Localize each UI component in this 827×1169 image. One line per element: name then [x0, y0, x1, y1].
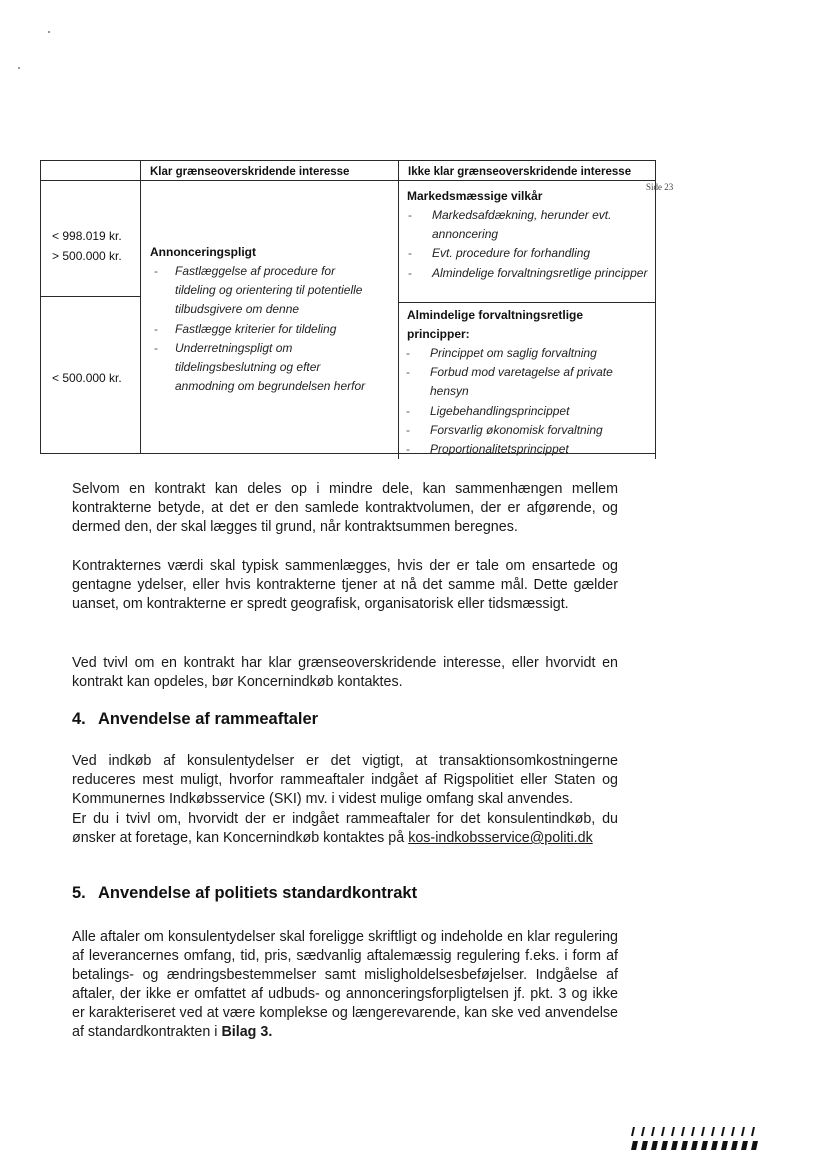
scan-mark	[681, 1127, 685, 1136]
scan-mark	[641, 1141, 648, 1150]
announce-item: - Fastlæggelse af procedure for tildeling og orientering til potentielle tilbudsgivere om denne	[148, 262, 376, 320]
paragraph-contract-value: Kontrakternes værdi skal typisk sammenlægges, hvis der er tale om ensartede og gentagne ydelser, eller hvis kontrakterne tjener at nå det samme mål. Dette gælder uanset, om kontrakterne er spredt geografisk, organisatorisk eller tidsmæssigt.	[72, 558, 618, 612]
announce-title: Annonceringspligt	[150, 245, 256, 259]
scan-mark	[701, 1127, 705, 1136]
page-number: Side 23	[646, 182, 674, 192]
scan-mark	[671, 1141, 678, 1150]
market-item: - Evt. procedure for forhandling	[402, 244, 650, 263]
heading-text: Anvendelse af politiets standardkontrakt	[97, 884, 418, 902]
table-header-clear-interest: Klar grænseoverskridende interesse	[150, 166, 350, 178]
row1-label-upper: < 998.019 kr.	[52, 229, 122, 243]
scan-mark	[711, 1141, 718, 1150]
heading-number: 4.	[72, 710, 86, 728]
scan-mark	[641, 1127, 645, 1136]
scan-mark	[711, 1127, 715, 1136]
paragraph-contract-division: Selvom en kontrakt kan deles op i mindre dele, kan sammenhængen mellem kontrakterne betyde, at det er den samlede kontraktvolumen, der er afgørende, og dermed den, der skal lægges til grund, når kontraktsummen beregnes.	[72, 481, 618, 535]
principles-item: - Princippet om saglig forvaltning	[400, 344, 645, 363]
announce-item: - Fastlægge kriterier for tildeling	[148, 320, 376, 339]
principles-list	[400, 344, 645, 459]
principles-item: - Forsvarlig økonomisk forvaltning	[400, 421, 645, 440]
scan-mark	[721, 1127, 725, 1136]
table-header-no-clear-interest: Ikke klar grænseoverskridende interesse	[408, 166, 632, 178]
appendix-reference: Bilag 3.	[221, 1024, 273, 1040]
scan-mark	[721, 1141, 728, 1150]
market-title: Markedsmæssige vilkår	[407, 189, 543, 203]
email-link[interactable]: kos-indkobsservice@politi.dk	[408, 830, 593, 846]
scan-mark	[701, 1141, 708, 1150]
scan-mark	[751, 1127, 755, 1136]
paragraph-doubt-contact: Ved tvivl om en kontrakt har klar grænseoverskridende interesse, eller hvorvidt en kontrakt kan opdeles, bør Koncernindkøb kontaktes.	[72, 655, 618, 690]
scan-mark	[631, 1141, 638, 1150]
heading-standard-contract	[72, 884, 417, 903]
announce-item: - Underretningspligt om tildelingsbeslutning og efter anmodning om begrundelsen herfor	[148, 339, 376, 397]
principles-item: - Ligebehandlingsprincippet	[400, 402, 645, 421]
scan-mark	[691, 1127, 695, 1136]
paragraph-framework-use: Ved indkøb af konsulentydelser er det vigtigt, at transaktionsomkostningerne reduceres mest muligt, hvorfor rammeaftaler indgået af Rigspolitiet eller Staten og Kommunernes Indkøbsservice (SKI) mv. i videst mulige omfang skal anvendes.	[72, 753, 618, 807]
scan-mark	[631, 1127, 635, 1136]
scan-speck	[18, 67, 20, 69]
market-item: - Almindelige forvaltningsretlige principper	[402, 264, 650, 283]
principles-item: - Proportionalitetsprincippet	[400, 440, 645, 459]
framework-contact-text: Er du i tvivl om, hvorvidt der er indgået rammeaftaler for det konsulentindkøb, du ønsker at foretage, kan Koncernindkøb kontaktes på	[72, 811, 618, 846]
paragraph-framework-contact	[72, 810, 618, 848]
standard-contract-text: Alle aftaler om konsulentydelser skal foreligge skriftligt og indeholde en klar regulering af leverancernes omfang, tid, pris, sædvanlig aftalemæssig regulering f.eks. i form af betalings- og ændringsbestemmelser samt misligholdelsesbeføjelser. Indgåelse af aftaler, der ikke er omfattet af udbuds- og annonceringsforpligtelsen jf. pkt. 3 og ikke er karakteriseret ved at være komplekse og længerevarende, kan ske ved anvendelse af standardkontrakten i	[72, 929, 618, 1040]
principles-item: - Forbud mod varetagelse af private hensyn	[400, 363, 645, 401]
scan-speck	[48, 31, 50, 33]
row1-label	[52, 228, 122, 265]
scan-mark	[731, 1127, 735, 1136]
scan-mark	[651, 1141, 658, 1150]
scan-mark	[741, 1141, 748, 1150]
market-list	[402, 206, 650, 283]
principles-title: Almindelige forvaltningsretlige principper:	[407, 308, 584, 341]
scan-mark	[741, 1127, 745, 1136]
scan-mark	[731, 1141, 738, 1150]
scan-mark	[751, 1141, 758, 1150]
scan-mark	[661, 1141, 668, 1150]
scan-mark	[671, 1127, 675, 1136]
scan-marks-row2	[632, 1137, 762, 1155]
market-item: - Markedsafdækning, herunder evt. annoncering	[402, 206, 650, 244]
row2-label: < 500.000 kr.	[52, 371, 122, 385]
row1-label-lower: > 500.000 kr.	[52, 249, 122, 263]
heading-text: Anvendelse af rammeaftaler	[97, 710, 319, 728]
scan-mark	[681, 1141, 688, 1150]
announce-list	[148, 262, 376, 396]
scan-mark	[691, 1141, 698, 1150]
heading-framework-agreements	[72, 710, 318, 729]
scan-mark	[661, 1127, 665, 1136]
scan-mark	[651, 1127, 655, 1136]
heading-number: 5.	[72, 884, 86, 902]
paragraph-standard-contract	[72, 928, 618, 1042]
